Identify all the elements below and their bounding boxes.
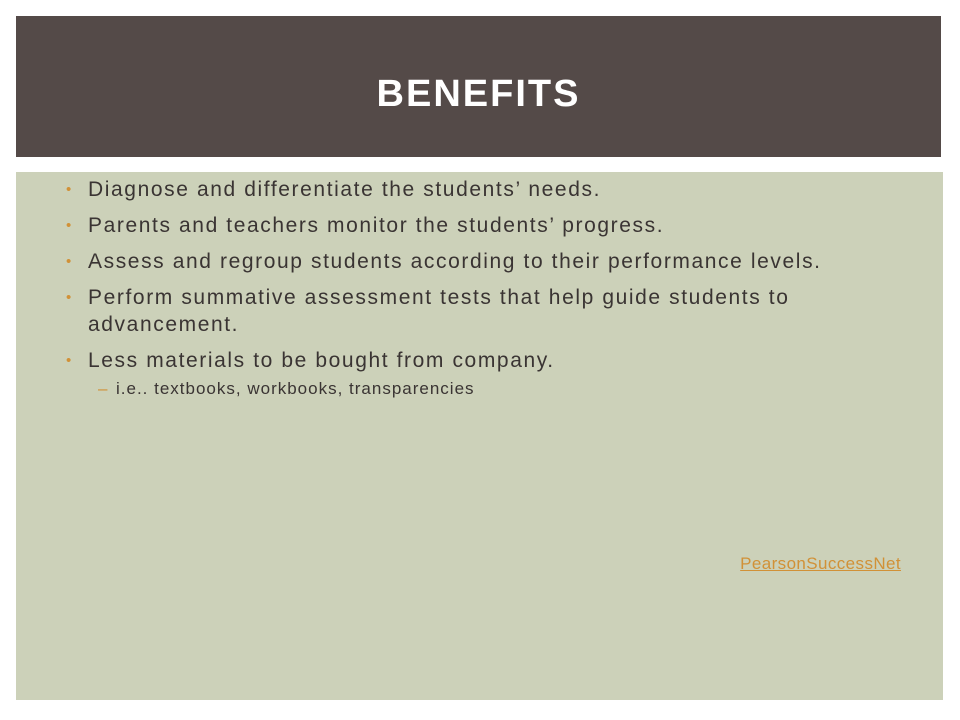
sub-bullet-text: i.e.. textbooks, workbooks, transparencies xyxy=(116,379,475,398)
bullet-item xyxy=(66,248,912,275)
title-bar xyxy=(16,16,941,157)
bullet-text: Assess and regroup students according to their performance levels. xyxy=(88,250,822,273)
pearson-success-net-link[interactable]: PearsonSuccessNet xyxy=(740,554,901,573)
bullet-item xyxy=(66,176,912,203)
bullet-text: Parents and teachers monitor the students’ progress. xyxy=(88,214,665,237)
bullet-text: Diagnose and differentiate the students’ needs. xyxy=(88,178,602,201)
sub-bullet-list xyxy=(98,378,912,400)
slide-title: BENEFITS xyxy=(376,73,581,115)
bullet-icon: • xyxy=(66,253,73,270)
bullet-item xyxy=(66,347,912,400)
dash-icon: – xyxy=(98,379,109,398)
bullet-icon: • xyxy=(66,289,73,306)
bullet-icon: • xyxy=(66,181,73,198)
bullet-text: Less materials to be bought from company. xyxy=(88,349,555,372)
bullet-list xyxy=(66,176,912,409)
sub-bullet-item xyxy=(98,378,912,400)
bullet-icon: • xyxy=(66,217,73,234)
bullet-icon: • xyxy=(66,352,73,369)
bullet-item xyxy=(66,284,912,338)
content-panel xyxy=(16,172,943,700)
bullet-item xyxy=(66,212,912,239)
bullet-text: Perform summative assessment tests that help guide students to advancement. xyxy=(88,286,790,336)
